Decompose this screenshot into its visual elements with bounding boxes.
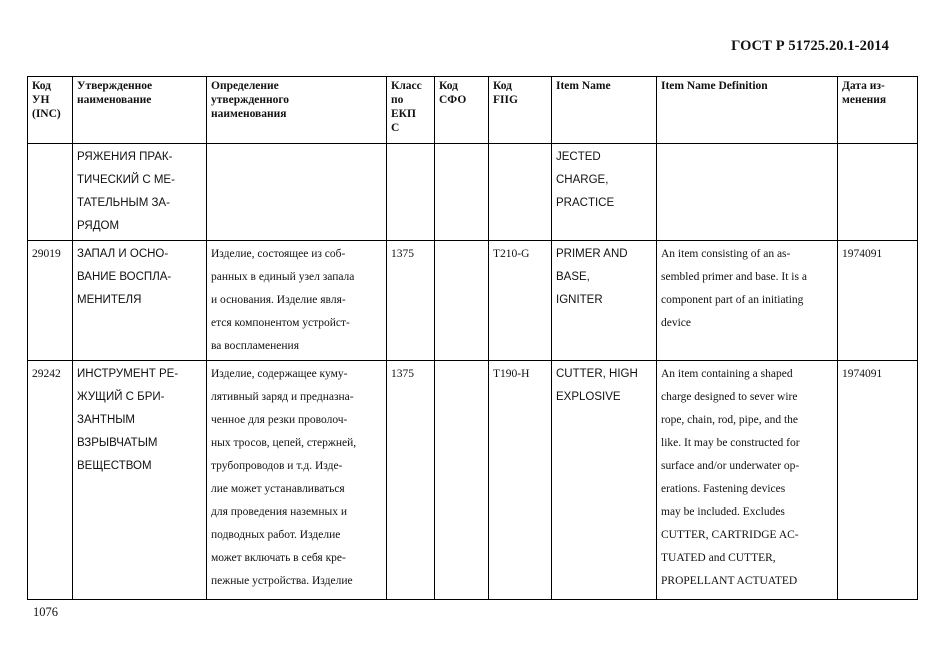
header-line: ЕКП: [391, 108, 416, 120]
header-line: Item Name: [556, 80, 611, 92]
cell-class: [387, 144, 435, 241]
header-class: [387, 77, 435, 144]
cell-line: может включать в себя кре-: [211, 552, 346, 564]
cell-line: и основания. Изделие явля-: [211, 294, 346, 306]
cell-item-name: [552, 144, 657, 241]
header-line: Класс: [391, 80, 422, 92]
cell-class: 1375: [387, 241, 435, 361]
cell-line: ченное для резки проволоч-: [211, 414, 348, 426]
cell-line: ТИЧЕСКИЙ С МЕ-: [77, 174, 175, 186]
cell-class: 1375: [387, 361, 435, 600]
cell-line: JECTED: [556, 151, 601, 163]
cell-sfo: [435, 361, 489, 600]
cell-line: пежные устройства. Изделие: [211, 575, 353, 587]
cell-line: лие может устанавливаться: [211, 483, 345, 495]
header-line: FIIG: [493, 94, 518, 106]
cell-item-definition: [657, 361, 838, 600]
cell-line: ВАНИЕ ВОСПЛА-: [77, 271, 172, 283]
cell-sfo: [435, 241, 489, 361]
cell-line: ЗАПАЛ И ОСНО-: [77, 248, 169, 260]
cell-approved-name: [73, 241, 207, 361]
table-row: [28, 144, 918, 241]
cell-line: ВЕЩЕСТВОМ: [77, 460, 152, 472]
cell-line: like. It may be constructed for: [661, 437, 800, 449]
cell-line: ЖУЩИЙ С БРИ-: [77, 391, 165, 403]
cell-line: ВЗРЫВЧАТЫМ: [77, 437, 158, 449]
cell-definition: [207, 144, 387, 241]
table-header-row: [28, 77, 918, 144]
cell-approved-name: [73, 144, 207, 241]
cell-line: BASE,: [556, 271, 590, 283]
header-line: наименование: [77, 94, 152, 106]
cell-line: ется компонентом устройст-: [211, 317, 350, 329]
cell-code: 29019: [28, 241, 73, 361]
header-line: Определение: [211, 80, 279, 92]
page-number: 1076: [33, 605, 58, 619]
cell-change-date: 1974091: [838, 361, 918, 600]
cell-line: трубопроводов и т.д. Изде-: [211, 460, 343, 472]
cell-change-date: [838, 144, 918, 241]
header-line: Код: [493, 80, 513, 92]
cell-line: ИНСТРУМЕНТ РЕ-: [77, 368, 179, 380]
header-line: Код: [439, 80, 459, 92]
header-line: наименования: [211, 108, 287, 120]
header-line: по: [391, 94, 404, 106]
header-item-name-definition: [657, 77, 838, 144]
cell-line: ных тросов, цепей, стержней,: [211, 437, 357, 449]
header-sfo-code: [435, 77, 489, 144]
cell-line: РЯДОМ: [77, 220, 120, 232]
cell-fiig: [489, 144, 552, 241]
cell-line: РЯЖЕНИЯ ПРАК-: [77, 151, 173, 163]
cell-line: surface and/or underwater op-: [661, 460, 800, 472]
cell-change-date: 1974091: [838, 241, 918, 361]
header-line: менения: [842, 94, 887, 106]
cell-line: may be included. Excludes: [661, 506, 785, 518]
header-line: Дата из-: [842, 80, 885, 92]
cell-line: charge designed to sever wire: [661, 391, 798, 403]
cell-line: подводных работ. Изделие: [211, 529, 341, 541]
header-line: Код: [32, 80, 52, 92]
cell-line: ТАТЕЛЬНЫМ ЗА-: [77, 197, 170, 209]
cell-approved-name: [73, 361, 207, 600]
header-line: УН: [32, 94, 50, 106]
cell-line: rope, chain, rod, pipe, and the: [661, 414, 798, 426]
cell-item-name: [552, 361, 657, 600]
data-table: [27, 76, 918, 600]
cell-fiig: T210-G: [489, 241, 552, 361]
cell-item-name: [552, 241, 657, 361]
cell-sfo: [435, 144, 489, 241]
table-row: [28, 241, 918, 361]
cell-code: 29242: [28, 361, 73, 600]
cell-line: erations. Fastening devices: [661, 483, 786, 495]
table-row: [28, 361, 918, 600]
cell-line: лятивный заряд и предназна-: [211, 391, 354, 403]
cell-line: An item consisting of an as-: [661, 248, 791, 260]
cell-line: IGNITER: [556, 294, 603, 306]
header-line: Item Name Definition: [661, 80, 768, 92]
header-line: утвержденного: [211, 94, 290, 106]
header-line: Утвержденное: [77, 80, 153, 92]
cell-line: Изделие, состоящее из соб-: [211, 248, 346, 260]
header-item-name: [552, 77, 657, 144]
cell-line: ва воспламенения: [211, 340, 299, 352]
header-fiig-code: [489, 77, 552, 144]
cell-line: sembled primer and base. It is a: [661, 271, 807, 283]
cell-line: Изделие, содержащее куму-: [211, 368, 348, 380]
cell-line: EXPLOSIVE: [556, 391, 621, 403]
header-line: С: [391, 122, 400, 134]
cell-line: ранных в единый узел запала: [211, 271, 355, 283]
cell-line: CUTTER, CARTRIDGE AC-: [661, 529, 799, 541]
cell-line: для проведения наземных и: [211, 506, 347, 518]
cell-line: PRACTICE: [556, 197, 615, 209]
cell-fiig: T190-H: [489, 361, 552, 600]
cell-line: component part of an initiating: [661, 294, 804, 306]
cell-line: An item containing a shaped: [661, 368, 793, 380]
header-change-date: [838, 77, 918, 144]
cell-item-definition: [657, 241, 838, 361]
cell-item-definition: [657, 144, 838, 241]
document-title: ГОСТ Р 51725.20.1-2014: [731, 38, 889, 54]
cell-line: CHARGE,: [556, 174, 609, 186]
cell-line: МЕНИТЕЛЯ: [77, 294, 142, 306]
header-approved-name: [73, 77, 207, 144]
cell-line: PRIMER AND: [556, 248, 628, 260]
header-line: (INC): [32, 108, 61, 120]
cell-line: CUTTER, HIGH: [556, 368, 638, 380]
cell-definition: [207, 361, 387, 600]
cell-line: device: [661, 317, 692, 329]
cell-line: PROPELLANT ACTUATED: [661, 575, 798, 587]
cell-line: TUATED and CUTTER,: [661, 552, 776, 564]
cell-line: ЗАНТНЫМ: [77, 414, 136, 426]
header-line: СФО: [439, 94, 467, 106]
cell-code: [28, 144, 73, 241]
header-definition: [207, 77, 387, 144]
header-code: [28, 77, 73, 144]
cell-definition: [207, 241, 387, 361]
